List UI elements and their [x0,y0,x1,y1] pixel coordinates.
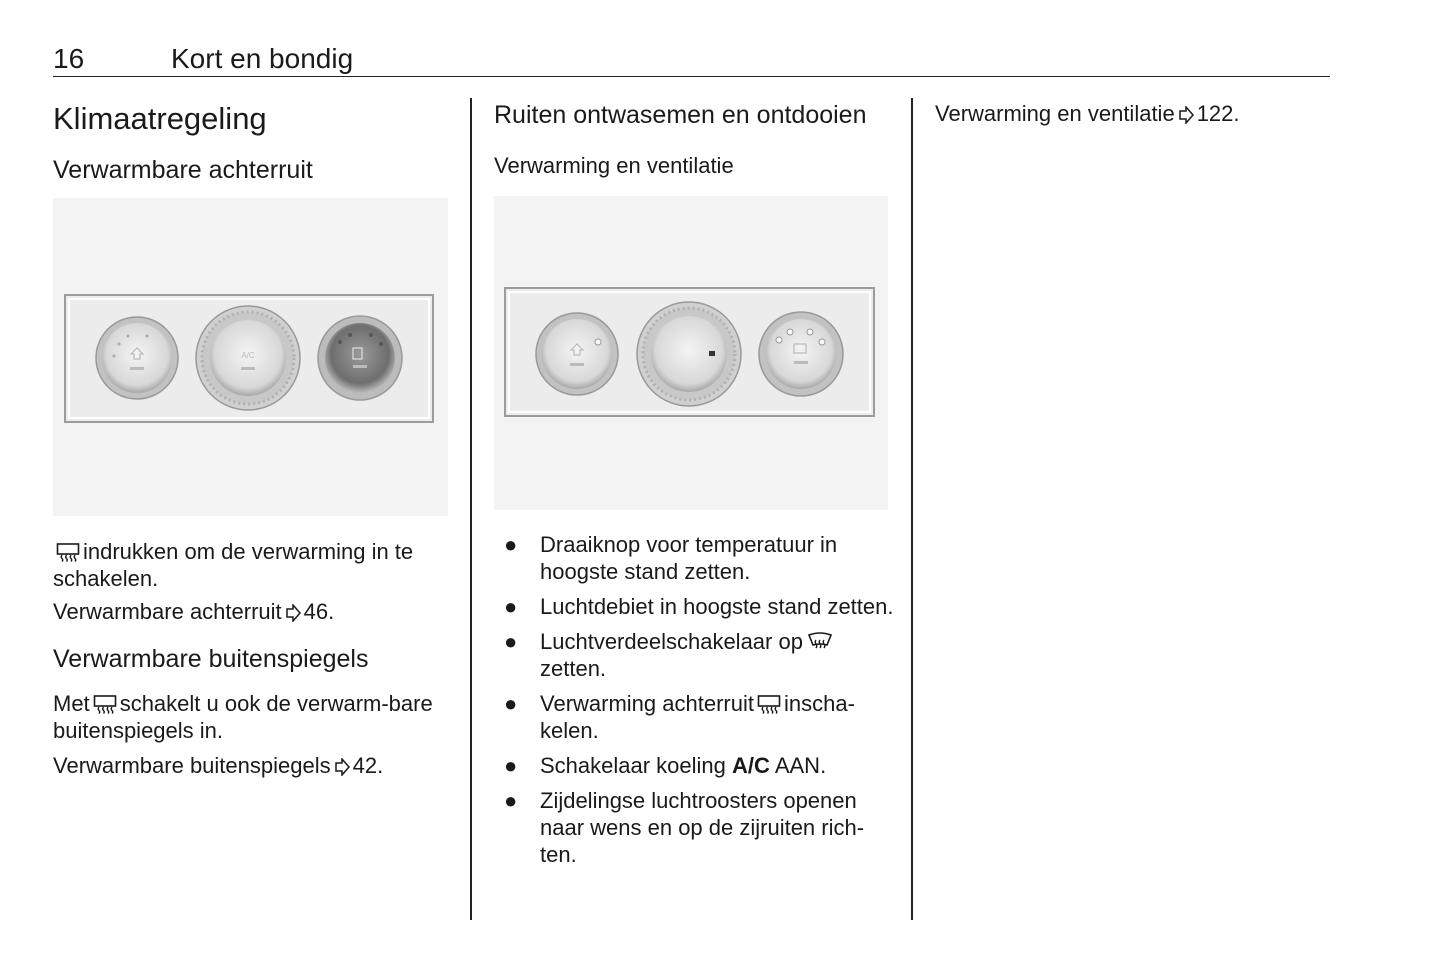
ac-label: A/C [241,351,255,360]
list-item: ● Luchtdebiet in hoogste stand zetten. [504,594,894,619]
list-item-text: zetten. [540,656,607,681]
list-item-text: Verwarming achterruit [540,691,754,716]
heading-mirrors: Verwarmbare buitenspiegels [53,645,369,673]
reference-heating [935,100,1325,127]
list-item-text: inscha-kelen. [540,691,855,743]
right-arrow-outline-icon [1178,106,1194,124]
list-item: ● Zijdelingse luchtroosters openen naar wens en op de zijruiten rich-ten. [504,788,865,867]
section-title: Kort en bondig [171,43,354,74]
chapter-title: Klimaatregeling [53,101,267,136]
paragraph-text: Met [53,691,90,716]
heading-rear-window: Verwarmbare achterruit [53,156,313,184]
temperature-knob[interactable] [196,306,300,410]
list-item-text: Luchtverdeelschakelaar op [540,629,803,654]
rear-window-heat-icon [757,694,781,714]
rear-window-heat-icon [56,542,80,562]
list-item: ● Draaiknop voor temperatuur in hoogste stand zetten. [504,532,838,584]
right-arrow-outline-icon [285,604,301,622]
figure-climate-panel-1 [53,198,448,516]
reference-page: 42. [352,753,384,778]
reference-mirrors [53,752,453,779]
air-distribution-knob[interactable] [318,316,402,400]
list-item-text: AAN. [774,753,827,778]
figure-climate-panel-2 [494,196,888,510]
list-item: ● Verwarming achterruit inscha-kelen. [504,691,855,743]
page-number: 16 [53,43,85,74]
reference-rear-window [53,598,453,625]
reference-page: 122. [1196,101,1240,126]
list-item-text: Luchtdebiet in hoogste stand zetten. [540,594,894,619]
column-divider [470,98,472,920]
column-divider [911,98,913,920]
subheading-heating: Verwarming en ventilatie [494,153,734,178]
paragraph-rear-heat [53,538,453,592]
list-item-text: Zijdelingse luchtroosters openen naar wens en op de zijruiten rich-ten. [540,788,865,867]
ac-label: A/C [732,753,770,778]
reference-text: Verwarmbare buitenspiegels [53,753,331,778]
list-item: ● Luchtverdeelschakelaar opzetten. [494,628,894,682]
page-header [53,38,1330,77]
fan-knob[interactable] [536,313,618,395]
list-item: ● Schakelaar koeling A/C AAN. [504,753,827,778]
reference-page: 46. [303,599,335,624]
rear-window-heat-icon [93,694,117,714]
fan-knob[interactable] [96,317,178,399]
paragraph-mirrors [53,690,438,744]
temperature-knob[interactable] [637,302,741,406]
air-distribution-knob[interactable] [759,312,843,396]
paragraph-text: indrukken om de verwarming in te schakelen. [53,539,414,591]
right-arrow-outline-icon [334,758,350,776]
list-item-text: Draaiknop voor temperatuur in hoogste stand zetten. [540,532,838,584]
instruction-list [494,531,894,876]
reference-text: Verwarming en ventilatie [935,101,1175,126]
heading-defrost: Ruiten ontwasemen en ontdooien [494,101,867,129]
paragraph-text: schakelt u ook de verwarm-bare buitenspiegels in. [53,691,433,743]
reference-text: Verwarmbare achterruit [53,599,282,624]
windscreen-defrost-icon [806,632,834,652]
list-item-text: Schakelaar koeling [540,753,726,778]
